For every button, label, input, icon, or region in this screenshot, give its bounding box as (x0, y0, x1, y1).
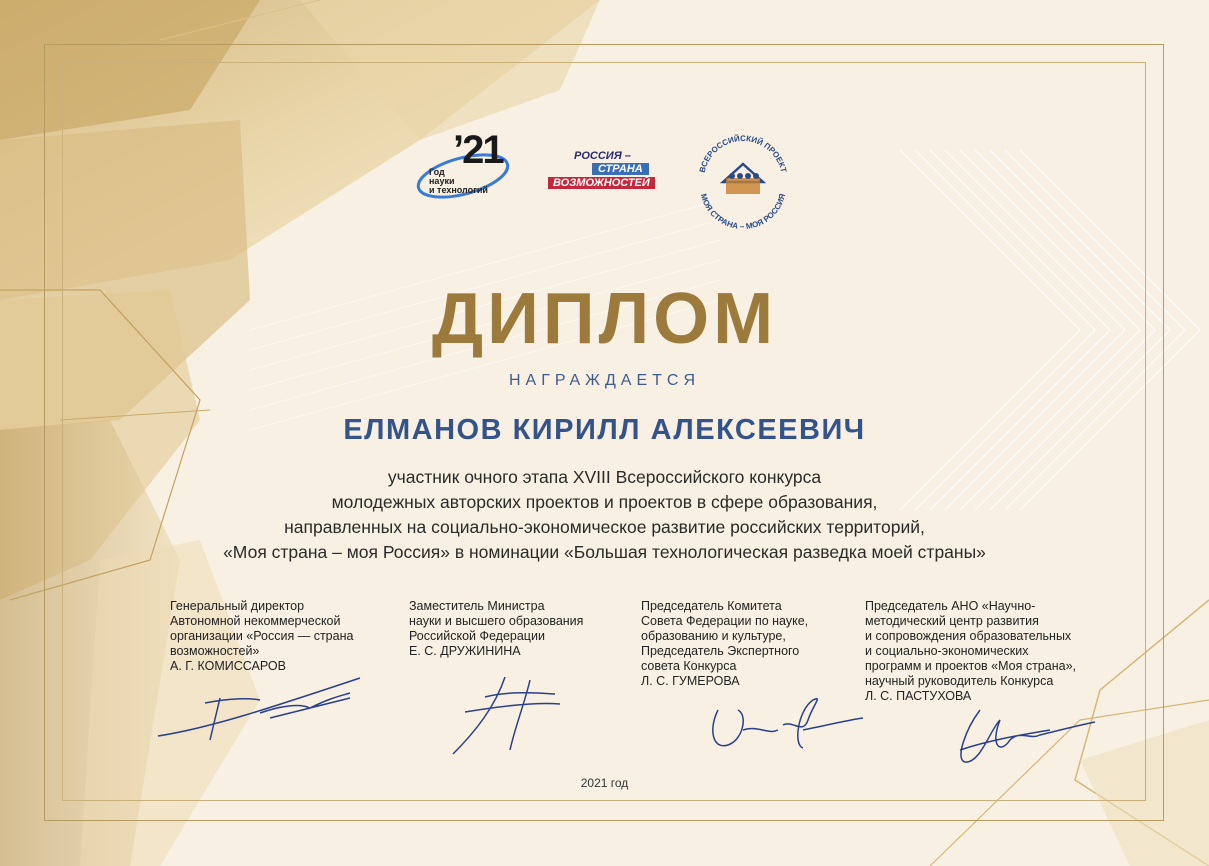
description-line: «Моя страна – моя Россия» в номинации «Большая технологическая разведка моей страны» (223, 542, 986, 562)
signature-pastukhova (950, 700, 1100, 770)
year-logo-line: Год (429, 167, 445, 177)
rsv-logo-line: РОССИЯ – (574, 150, 631, 162)
logos-row (0, 128, 1209, 228)
signatory-name: Е. С. ДРУЖИНИНА (409, 644, 521, 658)
year-logo-line: и технологий (429, 185, 488, 195)
signatory-title-line: организации «Россия — страна (170, 629, 354, 643)
signature-druzhinina (445, 672, 565, 762)
svg-text:МОЯ СТРАНА – МОЯ РОССИЯ (699, 193, 787, 230)
signatory-title-line: Автономной некоммерческой (170, 614, 341, 628)
rsv-logo-line: СТРАНА (592, 163, 649, 175)
rsv-logo-line: ВОЗМОЖНОСТЕЙ (548, 177, 655, 189)
signatory-title-line: науки и высшего образования (409, 614, 584, 628)
signatory-title-line: научный руководитель Конкурса (865, 674, 1054, 688)
award-description (0, 465, 1209, 565)
recipient-name: ЕЛМАНОВ КИРИЛЛ АЛЕКСЕЕВИЧ (343, 414, 866, 446)
signature-komissarov (150, 668, 370, 748)
year-number: ’21 (453, 128, 503, 172)
signatory-title-line: и социально-экономических (865, 644, 1029, 658)
signatory-name: А. Г. КОМИССАРОВ (170, 659, 286, 673)
awarded-label: НАГРАЖДАЕТСЯ (509, 372, 700, 389)
signatory-name: Л. С. ГУМЕРОВА (641, 674, 740, 688)
description-line: молодежных авторских проектов и проектов в сфере образования, (331, 492, 878, 512)
signatory-name: Л. С. ПАСТУХОВА (865, 689, 972, 703)
signatory-title-line: методический центр развития (865, 614, 1039, 628)
russia-land-of-opportunity-logo (548, 150, 668, 190)
description-line: участник очного этапа XVIII Всероссийского конкурса (387, 467, 822, 487)
signatory-title-line: Председатель АНО «Научно- (865, 599, 1036, 613)
signatory-title-line: программ и проектов «Моя страна», (865, 659, 1076, 673)
my-country-project-logo (690, 130, 796, 230)
project-logo-bottom-text: МОЯ СТРАНА – МОЯ РОССИЯ (698, 192, 788, 230)
signatory-title-line: Российской Федерации (409, 629, 545, 643)
signatory-title-line: образованию и культуре, (641, 629, 786, 643)
signatory-title-line: Генеральный директор (170, 599, 305, 613)
signatory-title-line: Заместитель Министра (409, 599, 545, 613)
signatory-title-line: Председатель Комитета (641, 599, 782, 613)
signatory-block (865, 599, 1076, 704)
signatory-title-line: возможностей» (170, 644, 260, 658)
description-line: направленных на социально-экономическое развитие российских территорий, (284, 517, 925, 537)
year-logo-line: науки (429, 176, 455, 186)
signatory-block (170, 599, 353, 674)
project-logo-top-text: ВСЕРОССИЙСКИЙ ПРОЕКТ (697, 133, 789, 174)
signatory-block (409, 599, 583, 659)
year-of-science-logo (415, 128, 515, 213)
signatory-title-line: совета Конкурса (641, 659, 737, 673)
svg-text:ВСЕРОССИЙСКИЙ ПРОЕКТ (698, 134, 788, 174)
signatory-block (641, 599, 808, 689)
diploma-year: 2021 год (580, 776, 629, 790)
signatory-title-line: Совета Федерации по науке, (641, 614, 809, 628)
house-people-icon (723, 164, 763, 194)
signature-gumerova (698, 690, 868, 760)
diploma-title: ДИПЛОМ (431, 279, 778, 359)
signatory-title-line: Председатель Экспертного (641, 644, 800, 658)
signatory-title-line: и сопровождения образовательных (865, 629, 1072, 643)
